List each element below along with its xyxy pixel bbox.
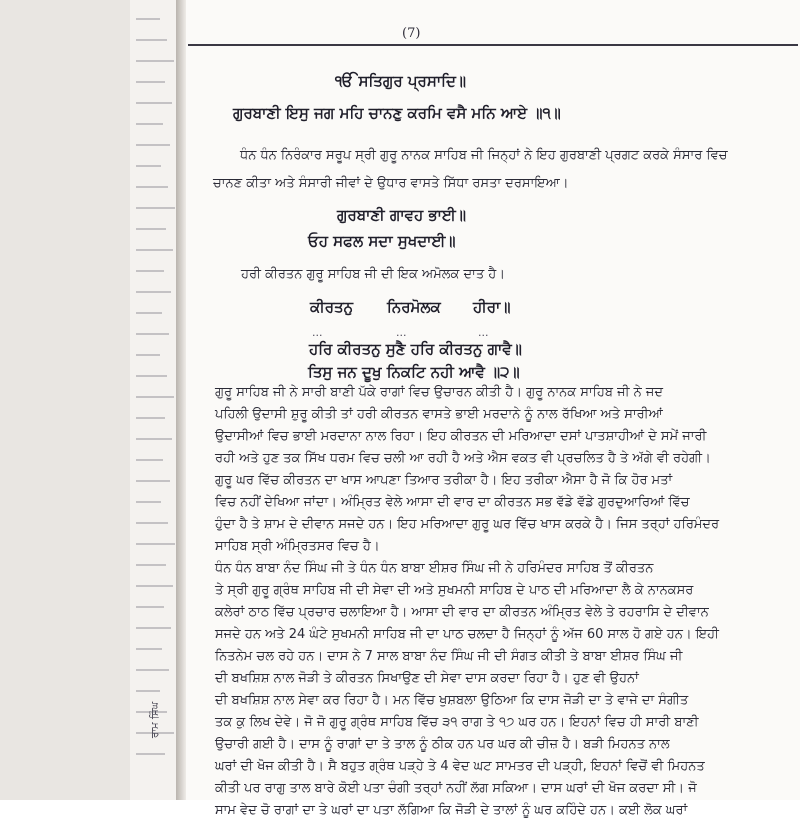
left-page-text-line: [136, 375, 167, 377]
body-line: ਕੀਤੀ ਪਰ ਰਾਗੁ ਤਾਲ ਬਾਰੇ ਕੋਈ ਪਤਾ ਚੰਗੀ ਤਰ੍ਹਾਂ ਨਹੀਂ ਲੱਗ ਸਕਿਆ। ਦਾਸ ਘਰਾਂ ਦੀ ਖੋਜ ਕਰਦਾ ਸੀ। ਜੋ: [215, 781, 697, 796]
verse-3-dots: ...: [396, 326, 407, 339]
left-page-text-line: [136, 501, 161, 503]
left-page-text-line: [136, 480, 170, 482]
verse-3-word: ਕੀਰਤਨੁ: [310, 298, 354, 316]
left-page-text-line: [136, 543, 175, 545]
body-line: ਦੀ ਬਖਸ਼ਿਸ਼ ਨਾਲ ਜੋੜੀ ਤੇ ਕੀਰਤਨ ਸਿਖਾਉਣ ਦੀ ਸੇਵਾ ਦਾਸ ਕਰਦਾ ਰਿਹਾ ਹੈ। ਹੁਣ ਵੀ ਉਹਨਾਂ: [215, 671, 639, 686]
left-page-text-line: [136, 333, 169, 335]
body-line: ਸਾਹਿਬ ਸ੍ਰੀ ਅੰਮ੍ਰਿਤਸਰ ਵਿਚ ਹੈ।: [215, 539, 380, 554]
left-page-text-line: [136, 669, 169, 671]
left-page-text-line: [136, 438, 172, 440]
body-line: ਉਦਾਸੀਆਂ ਵਿਚ ਭਾਈ ਮਰਦਾਨਾ ਨਾਲ ਰਿਹਾ। ਇਹ ਕੀਰਤਨ ਦੀ ਮਰਿਆਦਾ ਦਸਾਂ ਪਾਤਸ਼ਾਹੀਆਂ ਦੇ ਸਮੇਂ ਜਾਰੀ: [215, 429, 707, 444]
verse-3-dots: ...: [478, 326, 489, 339]
verse-3-word: ਨਿਰਮੋਲਕ: [387, 298, 441, 316]
left-page-text-line: [136, 123, 163, 125]
left-page-text-line: [136, 81, 165, 83]
left-page-text-line: [136, 312, 162, 314]
left-page-text-line: [136, 228, 166, 230]
body-line: ਘਰਾਂ ਦੀ ਖੋਜ ਕੀਤੀ ਹੈ। ਸੈ ਬਹੁਤ ਗ੍ਰੰਥ ਪੜ੍ਹੇ ਤੇ 4 ਵੇਦ ਘਟ ਸਾਮਤਰ ਦੀ ਪੜ੍ਹੀ, ਇਹਨਾਂ ਵਿਚੋਂ ਵੀ ਮਿਹਨਤ: [215, 759, 705, 774]
left-page-text-line: [136, 354, 160, 356]
body-line: ਸਾਮ ਵੇਦ ਚੋ ਰਾਗਾਂ ਦਾ ਤੇ ਘਰਾਂ ਦਾ ਪਤਾ ਲੱਗਿਆ ਕਿ ਜੋੜੀ ਦੇ ਤਾਲਾਂ ਨੂੰ ਘਰ ਕਹਿੰਦੇ ਹਨ। ਕਈ ਲੋਕ ਘਰਾਂ: [215, 803, 688, 818]
left-page-text-line: [136, 753, 165, 755]
body-line: ਪਹਿਲੀ ਉਦਾਸੀ ਸ਼ੁਰੂ ਕੀਤੀ ਤਾਂ ਹਰੀ ਕੀਰਤਨ ਵਾਸਤੇ ਭਾਈ ਮਰਦਾਨੇ ਨੂੰ ਨਾਲ ਰੱਖਿਆ ਅਤੇ ਸਾਰੀਆਂ: [215, 407, 663, 422]
left-page-text-line: [136, 291, 171, 293]
verse-3-dots: ...: [312, 326, 323, 339]
left-page-text-line: [136, 585, 173, 587]
body-line: ਵਿਚ ਨਹੀਂ ਦੇਖਿਆ ਜਾਂਦਾ। ਅੰਮ੍ਰਿਤ ਵੇਲੇ ਆਸਾ ਦੀ ਵਾਰ ਦਾ ਕੀਰਤਨ ਸਭ ਵੱਡੇ ਵੱਡੇ ਗੁਰਦੁਆਰਿਆਂ ਵਿੱਚ: [215, 495, 690, 510]
left-page-text-line: [136, 270, 164, 272]
left-page-text-line: [136, 207, 175, 209]
body-line: ਗੁਰੂ ਘਰ ਵਿੱਚ ਕੀਰਤਨ ਦਾ ਖਾਸ ਆਪਣਾ ਤਿਆਰ ਤਰੀਕਾ ਹੈ। ਇਹ ਤਰੀਕਾ ਐਸਾ ਹੈ ਜੋ ਕਿ ਹੋਰ ਮਤਾਂ: [215, 473, 673, 488]
left-page-text-line: [136, 39, 167, 41]
body-line: ਹੁੰਦਾ ਹੈ ਤੇ ਸ਼ਾਮ ਦੇ ਦੀਵਾਨ ਸਜਦੇ ਹਨ। ਇਹ ਮਰਿਆਦਾ ਗੁਰੂ ਘਰ ਵਿੱਚ ਖਾਸ ਕਰਕੇ ਹੈ। ਜਿਸ ਤਰ੍ਹਾਂ ਹਰਿਮੰਦਰ: [215, 517, 720, 532]
left-page-text-line: [136, 18, 160, 20]
left-page-text-line: [136, 102, 172, 104]
left-page-text-line: [136, 459, 163, 461]
verse-2-line: ਗੁਰਬਾਣੀ ਗਾਵਹ ਭਾਈ॥: [337, 206, 466, 224]
left-page-text-line: [136, 249, 173, 251]
left-page-text-line: [136, 186, 168, 188]
left-page-text-column: [130, 0, 178, 800]
left-page-text-line: [136, 165, 161, 167]
left-page-text-line: [136, 606, 164, 608]
left-margin-note: ਰਾਮ ਸਿੰਘ: [150, 701, 161, 738]
body-line: ਤੇ ਸ੍ਰੀ ਗੁਰੂ ਗ੍ਰੰਥ ਸਾਹਿਬ ਜੀ ਦੀ ਸੇਵਾ ਦੀ ਅਤੇ ਸੁਖਮਨੀ ਸਾਹਿਬ ਦੇ ਪਾਠ ਦੀ ਮਰਿਆਦਾ ਲੈ ਕੇ ਨਾਨਕਸਰ: [215, 583, 694, 598]
left-page-text-line: [136, 144, 170, 146]
left-page-text-line: [136, 396, 174, 398]
body-line: ਦੀ ਬਖਸ਼ਿਸ਼ ਨਾਲ ਸੇਵਾ ਕਰ ਰਿਹਾ ਹੈ। ਮਨ ਵਿੱਚ ਖੁਸ਼ਬਲਾ ਉਠਿਆ ਕਿ ਦਾਸ ਜੋੜੀ ਦਾ ਤੇ ਵਾਜੇ ਦਾ ਸੰਗੀਤ: [215, 693, 689, 708]
header-rule: [188, 44, 798, 46]
body-line: ਸਜਦੇ ਹਨ ਅਤੇ 24 ਘੰਟੇ ਸੁਖਮਨੀ ਸਾਹਿਬ ਜੀ ਦਾ ਪਾਠ ਚਲਦਾ ਹੈ ਜਿਨ੍ਹਾਂ ਨੂੰ ਅੱਜ 60 ਸਾਲ ਹੋ ਗਏ ਹਨ। ਇਹੀ: [215, 627, 719, 642]
left-page-text-line: [136, 627, 171, 629]
verse-3-word: ਹੀਰਾ॥: [473, 298, 511, 316]
intro-line: ਧੰਨ ਧੰਨ ਨਿਰੰਕਾਰ ਸਰੂਪ ਸ੍ਰੀ ਗੁਰੂ ਨਾਨਕ ਸਾਹਿਬ ਜੀ ਜਿਨ੍ਹਾਂ ਨੇ ਇਹ ਗੁਰਬਾਣੀ ਪ੍ਰਗਟ ਕਰਕੇ ਸੰਸਾਰ ਵਿਚ: [240, 148, 728, 163]
body-line: ਗੁਰੂ ਸਾਹਿਬ ਜੀ ਨੇ ਸਾਰੀ ਬਾਣੀ ਪੱਕੇ ਰਾਗਾਂ ਵਿਚ ਉਚਾਰਨ ਕੀਤੀ ਹੈ। ਗੁਰੂ ਨਾਨਕ ਸਾਹਿਬ ਜੀ ਨੇ ਜਦ: [215, 385, 663, 400]
left-page-text-line: [136, 522, 168, 524]
left-page-text-line: [136, 648, 162, 650]
body-line: ਧੰਨ ਧੰਨ ਬਾਬਾ ਨੰਦ ਸਿੰਘ ਜੀ ਤੇ ਧੰਨ ਧੰਨ ਬਾਬਾ ਈਸ਼ਰ ਸਿੰਘ ਜੀ ਨੇ ਹਰਿਮੰਦਰ ਸਾਹਿਬ ਤੋਂ ਕੀਰਤਨ: [215, 561, 654, 576]
body-line: ਕਲੇਰਾਂ ਠਾਠ ਵਿੱਚ ਪ੍ਰਚਾਰ ਚਲਾਇਆ ਹੈ। ਆਸਾ ਦੀ ਵਾਰ ਦਾ ਕੀਰਤਨ ਅੰਮ੍ਰਿਤ ਵੇਲੇ ਤੇ ਰਹਰਾਸਿ ਦੇ ਦੀਵਾਨ: [215, 605, 709, 620]
verse-3-line: ਤਿਸੁ ਜਨ ਦੂਖੁ ਨਿਕਟਿ ਨਹੀ ਆਵੈ ॥੨॥: [308, 363, 520, 381]
body-line: ਤਕ ਕੁ ਲਿਖ ਦੇਵੇ। ਜੋ ਜੋ ਗੁਰੂ ਗ੍ਰੰਥ ਸਾਹਿਬ ਵਿੱਚ ੩੧ ਰਾਗ ਤੇ ੧੭ ਘਰ ਹਨ। ਇਹਨਾਂ ਵਿਚ ਹੀ ਸਾਰੀ ਬਾਣੀ: [215, 715, 699, 730]
body-line: ਨਿਤਨੇਮ ਚਲ ਰਹੇ ਹਨ। ਦਾਸ ਨੇ 7 ਸਾਲ ਬਾਬਾ ਨੰਦ ਸਿੰਘ ਜੀ ਦੀ ਸੰਗਤ ਕੀਤੀ ਤੇ ਬਾਬਾ ਈਸ਼ਰ ਸਿੰਘ ਜੀ: [215, 649, 683, 664]
left-page-text-line: [136, 60, 174, 62]
left-page-text-line: [136, 417, 165, 419]
body-line: ਰਹੀ ਅਤੇ ਹੁਣ ਤਕ ਸਿੱਖ ਧਰਮ ਵਿਚ ਚਲੀ ਆ ਰਹੀ ਹੈ ਅਤੇ ਐਸ ਵਕਤ ਵੀ ਪ੍ਰਚਲਿਤ ਹੈ ਤੇ ਅੱਗੇ ਵੀ ਰਹੇਗੀ।: [215, 451, 711, 466]
book-gutter: [176, 0, 186, 800]
verse-3-line: ਹਰਿ ਕੀਰਤਨੁ ਸੁਣੈ ਹਰਿ ਕੀਰਤਨੁ ਗਾਵੈ॥: [309, 340, 522, 358]
verse-1: ਗੁਰਬਾਣੀ ਇਸੁ ਜਗ ਮਹਿ ਚਾਨਣੁ ਕਰਮਿ ਵਸੈ ਮਨਿ ਆਏ ॥੧॥: [233, 104, 561, 122]
left-page-text-line: [136, 690, 160, 692]
kirtan-line: ਹਰੀ ਕੀਰਤਨ ਗੁਰੂ ਸਾਹਿਬ ਜੀ ਦੀ ਇਕ ਅਮੋਲਕ ਦਾਤ ਹੈ।: [241, 267, 506, 282]
invocation: ੴ ਸਤਿਗੁਰ ਪ੍ਰਸਾਦਿ॥: [335, 72, 466, 90]
verse-2-line: ਓਹ ਸਫਲ ਸਦਾ ਸੁਖਦਾਈ॥: [308, 232, 456, 250]
left-page: [0, 0, 180, 800]
intro-line: ਚਾਨਣ ਕੀਤਾ ਅਤੇ ਸੰਸਾਰੀ ਜੀਵਾਂ ਦੇ ਉਧਾਰ ਵਾਸਤੇ ਸਿੱਧਾ ਰਸਤਾ ਦਰਸਾਇਆ।: [213, 176, 569, 191]
page-number: (7): [402, 26, 421, 41]
body-line: ਉਚਾਰੀ ਗਈ ਹੈ। ਦਾਸ ਨੂੰ ਰਾਗਾਂ ਦਾ ਤੇ ਤਾਲ ਨੂੰ ਠੀਕ ਹਨ ਪਰ ਘਰ ਕੀ ਚੀਜ਼ ਹੈ। ਬੜੀ ਮਿਹਨਤ ਨਾਲ: [215, 737, 670, 752]
left-page-text-line: [136, 564, 166, 566]
